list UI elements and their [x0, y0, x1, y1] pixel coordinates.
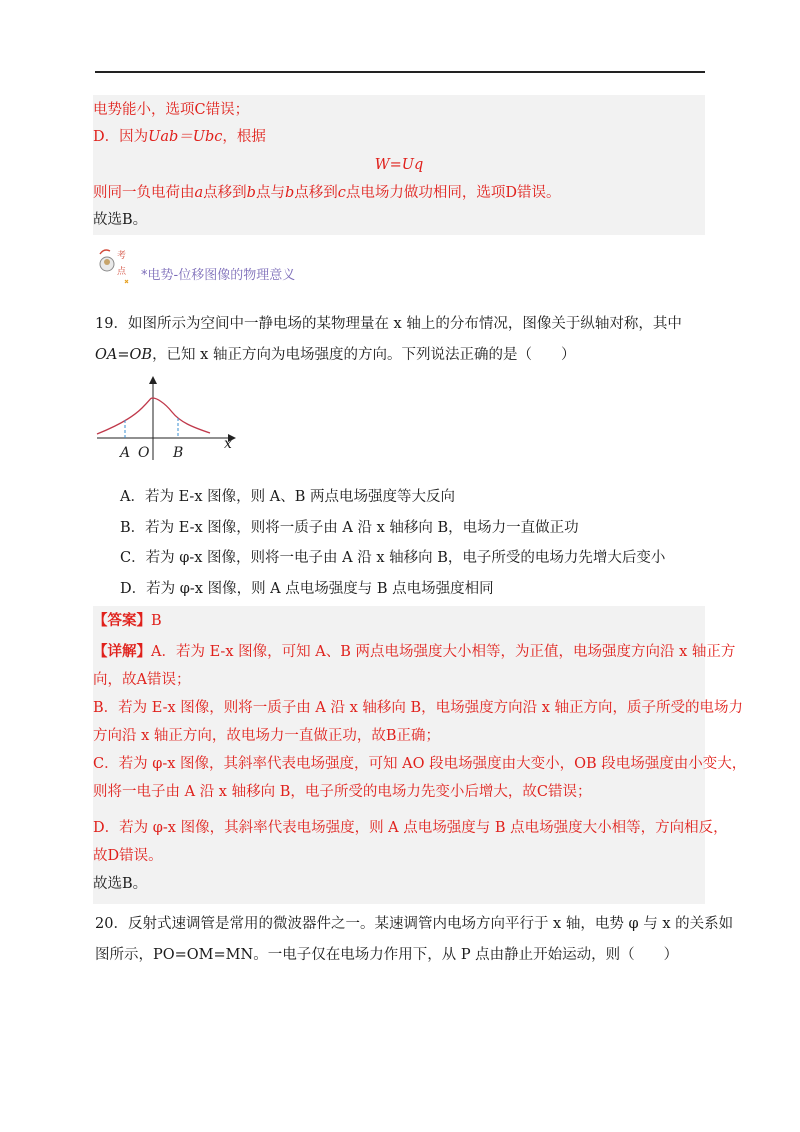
label-b: B: [173, 445, 184, 461]
question-19-graph: [92, 372, 242, 464]
option-a[interactable]: A．若为 E-x 图像，则 A、B 两点电场强度等大反向: [120, 489, 455, 505]
option-c[interactable]: C．若为 φ-x 图像，则将一电子由 A 沿 x 轴移向 B，电子所受的电场力先增大后变小: [120, 550, 666, 566]
question-20-stem: 20．反射式速调管是常用的微波器件之一。某速调管内电场方向平行于 x 轴，电势 φ 与 x 的关系如: [95, 916, 734, 932]
detail-line: B．若为 E-x 图像，则将一质子由 A 沿 x 轴移向 B，电场强度方向沿 x 轴正方向，质子所受的电场力: [93, 700, 744, 716]
option-b[interactable]: B．若为 E-x 图像，则将一质子由 A 沿 x 轴移向 B，电场力一直做正功: [120, 520, 579, 536]
answer-line: 则同一负电荷由a点移到b点与b点移到c点电场力做功相同，选项D错误。: [93, 185, 561, 201]
answer-block-19: [93, 606, 747, 904]
detail-line: 向，故A错误；: [93, 672, 191, 688]
svg-text:考: 考: [117, 251, 127, 261]
detail-line: C．若为 φ-x 图像，其斜率代表电场强度，可知 AO 段电场强度由大变小，OB 段电场强度由小变大，: [93, 756, 747, 772]
detail-line: 故D错误。: [93, 848, 163, 864]
label-a: A: [120, 445, 131, 461]
detail-line: 故选B。: [93, 876, 148, 892]
answer-line: 电势能小，选项C错误；: [93, 102, 250, 118]
kaodian-icon: [95, 242, 135, 288]
header-rule: [95, 71, 705, 73]
kaodian-label: *电势-位移图像的物理意义: [141, 268, 296, 283]
svg-text:点: 点: [117, 267, 127, 277]
answer-line: 故选B。: [93, 212, 148, 228]
question-19-stem: 19．如图所示为空间中一静电场的某物理量在 x 轴上的分布情况，图像关于纵轴对称，其中: [95, 316, 682, 332]
answer-header: 【答案】B: [93, 612, 162, 629]
detail-line: 则将一电子由 A 沿 x 轴移向 B，电子所受的电场力先变小后增大，故C错误；: [93, 784, 592, 800]
formula: W=Uq: [374, 157, 424, 173]
label-x: x: [224, 436, 232, 452]
y-axis-arrow: [149, 376, 157, 384]
detail-line: 【详解】A．若为 E-x 图像，可知 A、B 两点电场强度大小相等，为正值，电场强度方向沿 x 轴正方: [93, 643, 736, 660]
detail-line: 方向沿 x 轴正方向，故电场力一直做正功，故B正确；: [93, 728, 441, 744]
label-o: O: [138, 445, 150, 461]
question-20-stem: 图所示，PO=OM=MN。一电子仅在电场力作用下，从 P 点由静止开始运动，则（ ）: [95, 947, 679, 963]
option-d[interactable]: D．若为 φ-x 图像，则 A 点电场强度与 B 点电场强度相同: [120, 581, 494, 597]
question-19-stem: OA=OB，已知 x 轴正方向为电场强度的方向。下列说法正确的是（ ）: [95, 347, 576, 363]
answer-line: D．因为Uab＝Ubc，根据: [93, 129, 266, 145]
detail-line: D．若为 φ-x 图像，其斜率代表电场强度，则 A 点电场强度与 B 点电场强度大小相等，方向相反，: [93, 820, 728, 836]
answer-block-18: [93, 95, 705, 235]
